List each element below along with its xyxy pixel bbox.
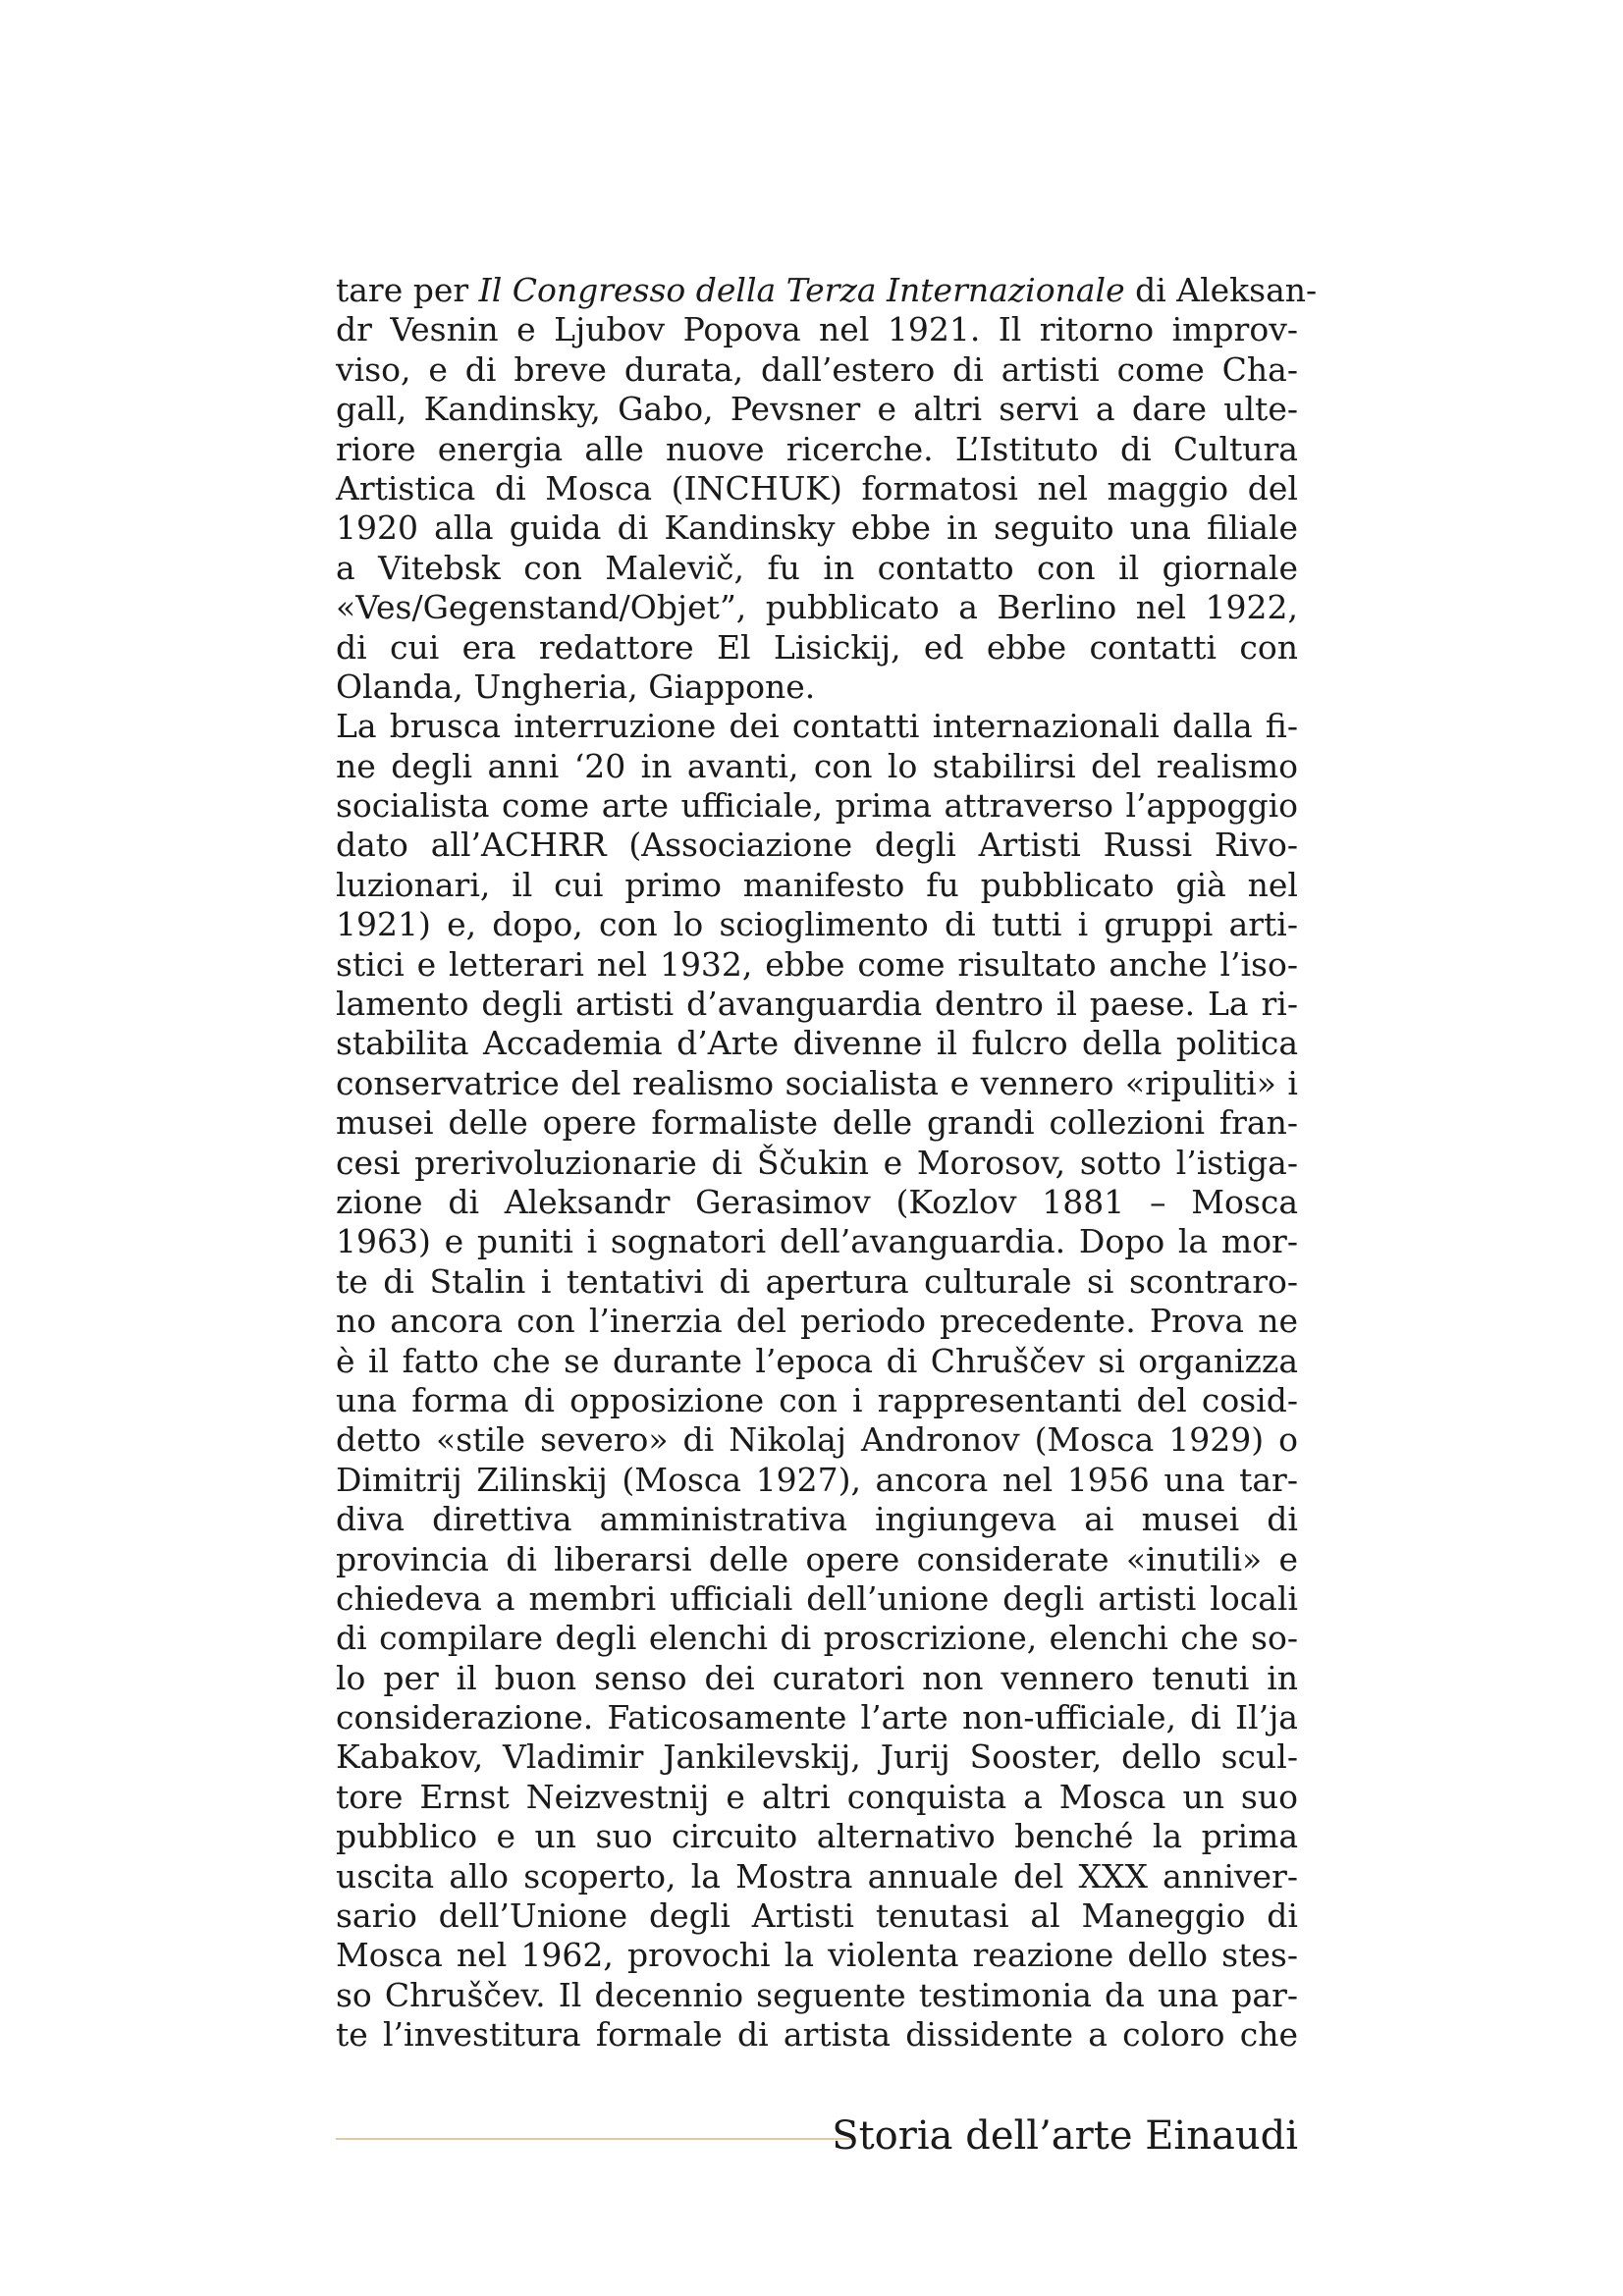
text-line: dato all’ACHRR (Associazione degli Artisti Russi Rivo- [336, 826, 1298, 865]
text-line: diva direttiva amministrativa ingiungeva ai musei di [336, 1500, 1298, 1539]
text-line: Artistica di Mosca (INCHUK) formatosi nel maggio del [336, 468, 1298, 507]
text-line: musei delle opere formaliste delle grandi collezioni fran- [336, 1103, 1298, 1143]
text-line: cesi prerivoluzionarie di Ščukin e Morosov, sotto l’istiga- [336, 1143, 1298, 1182]
text-line: lo per il buon senso dei curatori non vennero tenuti in [336, 1658, 1298, 1697]
text-line: pubblico e un suo circuito alternativo benché la prima [336, 1817, 1298, 1856]
text-line: chiedeva a membri ufficiali dell’unione degli artisti locali [336, 1578, 1298, 1618]
text-line: socialista come arte ufficiale, prima attraverso l’appoggio [336, 786, 1298, 826]
text-line: viso, e di breve durata, dall’estero di artisti come Cha- [336, 349, 1298, 389]
text-line: considerazione. Faticosamente l’arte non-ufficiale, di Il’ja [336, 1698, 1298, 1737]
text-line: gall, Kandinsky, Gabo, Pevsner e altri servi a dare ulte- [336, 390, 1298, 429]
artwork-title: Il Congresso della Terza Internazionale [478, 271, 1125, 309]
text-line: a Vitebsk con Malevič, fu in contatto con il giornale [336, 548, 1298, 587]
text-line: te di Stalin i tentativi di apertura culturale si scontraro- [336, 1261, 1298, 1301]
text-line: ne degli anni ‘20 in avanti, con lo stabilirsi del realismo [336, 746, 1298, 785]
text-line: so Chruščev. Il decennio seguente testimonia da una par- [336, 1975, 1298, 2014]
text-line: luzionari, il cui primo manifesto fu pubblicato già nel [336, 865, 1298, 904]
body-text [336, 271, 1318, 2056]
text-line: è il fatto che se durante l’epoca di Chruščev si organizza [336, 1341, 1298, 1380]
paragraph [336, 271, 1318, 707]
text-line: stici e letterari nel 1932, ebbe come risultato anche l’iso- [336, 944, 1298, 984]
text-line: 1963) e puniti i sognatori dell’avanguardia. Dopo la mor- [336, 1222, 1298, 1261]
text-line: 1920 alla guida di Kandinsky ebbe in seguito una filiale [336, 508, 1298, 548]
text-line: provincia di liberarsi delle opere considerate «inutili» e [336, 1539, 1298, 1578]
text-line: no ancora con l’inerzia del periodo precedente. Prova ne [336, 1302, 1298, 1341]
text-line: di compilare degli elenchi di proscrizione, elenchi che so- [336, 1619, 1298, 1658]
text-line: zione di Aleksandr Gerasimov (Kozlov 1881 – Mosca [336, 1182, 1298, 1221]
footer-title: Storia dell’arte Einaudi [832, 2113, 1298, 2159]
text-line: uscita allo scoperto, la Mostra annuale del XXX anniver- [336, 1856, 1298, 1896]
text-line: tore Ernst Neizvestnij e altri conquista a Mosca un suo [336, 1777, 1298, 1816]
text-line: «Ves/Gegenstand/Objet”, pubblicato a Berlino nel 1922, [336, 588, 1298, 627]
text-line: conservatrice del realismo socialista e vennero «ripuliti» i [336, 1063, 1298, 1102]
text-line: 1921) e, dopo, con lo scioglimento di tutti i gruppi arti- [336, 905, 1298, 944]
text-line: Kabakov, Vladimir Jankilevskij, Jurij Sooster, dello scul- [336, 1737, 1298, 1777]
footer-rule [336, 2138, 854, 2140]
paragraph [336, 707, 1298, 2055]
page-footer [336, 2109, 1298, 2163]
text-line: di cui era redattore El Lisickij, ed ebbe contatti con [336, 627, 1298, 667]
text-line: tare per Il Congresso della Terza Internazionale di Aleksan- [336, 271, 1318, 309]
text-line: dr Vesnin e Ljubov Popova nel 1921. Il ritorno improv- [336, 310, 1298, 349]
text-line: La brusca interruzione dei contatti internazionali dalla fi- [336, 707, 1298, 746]
text-line: stabilita Accademia d’Arte divenne il fulcro della politica [336, 1024, 1298, 1063]
text-line: una forma di opposizione con i rappresentanti del cosid- [336, 1380, 1298, 1419]
text-line: lamento degli artisti d’avanguardia dentro il paese. La ri- [336, 985, 1298, 1024]
text-line: Olanda, Ungheria, Giappone. [336, 667, 816, 706]
text-line: sario dell’Unione degli Artisti tenutasi al Maneggio di [336, 1896, 1298, 1936]
text-line: riore energia alle nuove ricerche. L’Istituto di Cultura [336, 429, 1298, 468]
text-line: detto «stile severo» di Nikolaj Andronov (Mosca 1929) o [336, 1420, 1298, 1460]
text-line: te l’investitura formale di artista dissidente a coloro che [336, 2015, 1298, 2055]
text-line: Dimitrij Zilinskij (Mosca 1927), ancora nel 1956 una tar- [336, 1460, 1298, 1499]
text-line: Mosca nel 1962, provochi la violenta reazione dello stes- [336, 1936, 1298, 1975]
